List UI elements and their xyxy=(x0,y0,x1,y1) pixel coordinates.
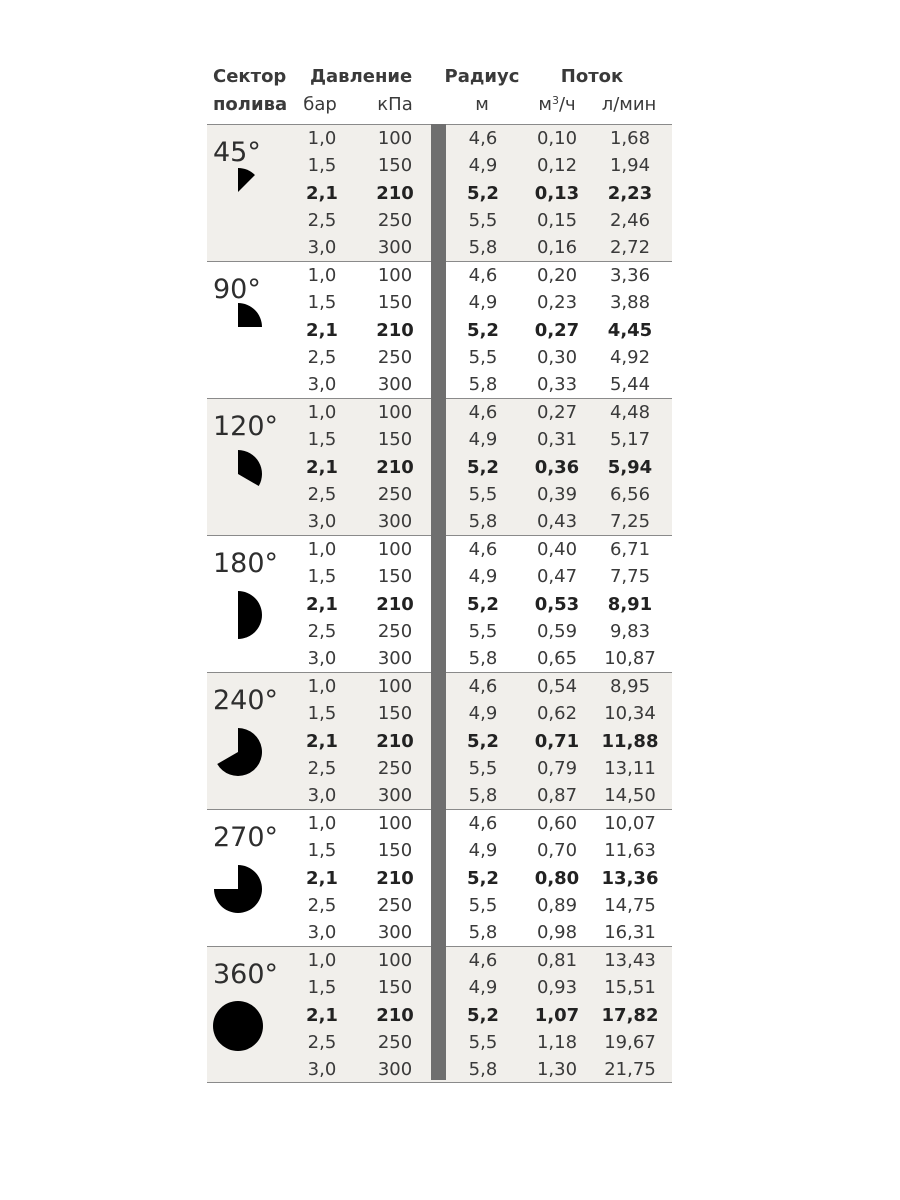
cell-m3h: 0,89 xyxy=(536,894,578,916)
table-row xyxy=(0,371,900,398)
cell-kpa: 210 xyxy=(376,456,414,478)
cell-lmin: 11,63 xyxy=(604,840,656,862)
table-row xyxy=(0,892,900,919)
cell-lmin: 14,75 xyxy=(604,894,656,916)
cell-lmin: 15,51 xyxy=(604,977,656,999)
table-bottom-line xyxy=(207,1082,672,1083)
cell-bar: 2,5 xyxy=(307,209,337,231)
cell-kpa: 150 xyxy=(377,840,413,862)
table-row xyxy=(0,344,900,371)
cell-bar: 1,5 xyxy=(307,155,337,177)
cell-kpa: 250 xyxy=(377,620,413,642)
table-row xyxy=(0,481,900,508)
cell-kpa: 100 xyxy=(377,950,413,971)
cell-bar: 2,5 xyxy=(307,620,337,642)
cell-bar: 2,1 xyxy=(306,593,338,615)
cell-lmin: 10,07 xyxy=(604,813,656,834)
cell-lmin: 4,92 xyxy=(609,346,651,368)
cell-kpa: 300 xyxy=(377,237,413,259)
cell-m3h: 0,39 xyxy=(536,483,578,505)
cell-bar: 3,0 xyxy=(307,511,337,533)
table-row xyxy=(0,782,900,809)
cell-radius: 4,9 xyxy=(468,429,498,451)
cell-m3h: 0,40 xyxy=(536,539,578,560)
cell-radius: 5,2 xyxy=(467,593,499,615)
cell-radius: 5,5 xyxy=(468,757,498,779)
cell-kpa: 210 xyxy=(376,593,414,615)
cell-kpa: 210 xyxy=(376,319,414,341)
table-row xyxy=(0,837,900,864)
table-row xyxy=(0,207,900,234)
cell-radius: 4,6 xyxy=(468,265,498,286)
cell-kpa: 150 xyxy=(377,977,413,999)
table-row xyxy=(0,426,900,453)
table-row xyxy=(0,1002,900,1029)
cell-lmin: 2,72 xyxy=(609,237,651,259)
cell-kpa: 250 xyxy=(377,1031,413,1053)
sector-angle-label: 120° xyxy=(213,411,279,442)
cell-m3h: 0,79 xyxy=(536,757,578,779)
table-row xyxy=(0,536,900,563)
cell-radius: 5,5 xyxy=(468,1031,498,1053)
cell-lmin: 9,83 xyxy=(609,620,651,642)
cell-kpa: 150 xyxy=(377,703,413,725)
cell-radius: 4,6 xyxy=(468,402,498,423)
table-row xyxy=(0,508,900,535)
table-row xyxy=(0,865,900,892)
cell-radius: 5,2 xyxy=(467,1004,499,1026)
cell-m3h: 0,54 xyxy=(536,676,578,697)
header-pressure: Давление xyxy=(310,66,413,87)
cell-kpa: 300 xyxy=(377,648,413,670)
table-row xyxy=(0,152,900,179)
cell-lmin: 3,88 xyxy=(609,292,651,314)
cell-kpa: 250 xyxy=(377,894,413,916)
cell-lmin: 10,34 xyxy=(604,703,656,725)
cell-bar: 2,1 xyxy=(306,456,338,478)
table-row xyxy=(0,180,900,207)
cell-m3h: 0,53 xyxy=(534,593,580,615)
cell-kpa: 210 xyxy=(376,182,414,204)
cell-kpa: 100 xyxy=(377,539,413,560)
cell-radius: 5,8 xyxy=(468,374,498,396)
cell-lmin: 4,45 xyxy=(607,319,653,341)
table-row xyxy=(0,125,900,152)
header-sector-line2: полива xyxy=(213,94,288,115)
cell-m3h: 0,80 xyxy=(534,867,580,889)
table-row xyxy=(0,947,900,974)
table-row xyxy=(0,645,900,672)
cell-bar: 2,5 xyxy=(307,1031,337,1053)
cell-radius: 5,2 xyxy=(467,319,499,341)
cell-lmin: 13,43 xyxy=(604,950,656,971)
cell-radius: 4,6 xyxy=(468,950,498,971)
cell-bar: 3,0 xyxy=(307,785,337,807)
cell-radius: 5,2 xyxy=(467,867,499,889)
cell-bar: 1,5 xyxy=(307,292,337,314)
cell-radius: 5,8 xyxy=(468,785,498,807)
table-row xyxy=(0,755,900,782)
cell-lmin: 11,88 xyxy=(601,730,659,752)
cell-lmin: 5,17 xyxy=(609,429,651,451)
cell-lmin: 2,23 xyxy=(607,182,653,204)
sector-angle-label: 270° xyxy=(213,822,279,853)
column-divider-bar xyxy=(431,124,446,1080)
cell-bar: 2,1 xyxy=(306,182,338,204)
cell-bar: 3,0 xyxy=(307,1059,337,1081)
cell-bar: 1,5 xyxy=(307,977,337,999)
cell-bar: 1,0 xyxy=(307,539,337,560)
cell-radius: 5,8 xyxy=(468,648,498,670)
cell-m3h: 1,18 xyxy=(536,1031,578,1053)
cell-m3h: 0,30 xyxy=(536,346,578,368)
header-m3h xyxy=(538,94,575,116)
table-row xyxy=(0,317,900,344)
cell-lmin: 13,11 xyxy=(604,757,656,779)
cell-m3h: 0,15 xyxy=(536,209,578,231)
table-row xyxy=(0,618,900,645)
cell-bar: 1,0 xyxy=(307,813,337,834)
cell-kpa: 150 xyxy=(377,566,413,588)
sector-angle-label: 360° xyxy=(213,959,279,990)
cell-lmin: 21,75 xyxy=(604,1059,656,1081)
cell-m3h: 0,65 xyxy=(536,648,578,670)
cell-m3h: 0,59 xyxy=(536,620,578,642)
cell-radius: 4,9 xyxy=(468,703,498,725)
cell-kpa: 300 xyxy=(377,785,413,807)
cell-m3h: 1,07 xyxy=(534,1004,580,1026)
cell-kpa: 150 xyxy=(377,155,413,177)
cell-m3h: 0,43 xyxy=(536,511,578,533)
cell-lmin: 7,25 xyxy=(609,511,651,533)
cell-kpa: 210 xyxy=(376,730,414,752)
cell-kpa: 250 xyxy=(377,346,413,368)
cell-radius: 4,9 xyxy=(468,155,498,177)
cell-kpa: 210 xyxy=(376,867,414,889)
cell-m3h: 0,20 xyxy=(536,265,578,286)
cell-radius: 4,9 xyxy=(468,566,498,588)
cell-bar: 1,0 xyxy=(307,950,337,971)
cell-bar: 1,0 xyxy=(307,676,337,697)
cell-bar: 2,1 xyxy=(306,730,338,752)
cell-radius: 5,5 xyxy=(468,346,498,368)
cell-m3h: 0,71 xyxy=(534,730,580,752)
table-row xyxy=(0,700,900,727)
cell-m3h: 0,98 xyxy=(536,922,578,944)
cell-radius: 5,5 xyxy=(468,620,498,642)
sector-angle-label: 240° xyxy=(213,685,279,716)
table-row xyxy=(0,919,900,946)
cell-bar: 1,0 xyxy=(307,128,337,149)
cell-bar: 1,0 xyxy=(307,402,337,423)
cell-radius: 4,9 xyxy=(468,977,498,999)
table-row xyxy=(0,399,900,426)
cell-radius: 5,8 xyxy=(468,511,498,533)
cell-bar: 2,1 xyxy=(306,319,338,341)
cell-m3h: 0,60 xyxy=(536,813,578,834)
cell-lmin: 7,75 xyxy=(609,566,651,588)
table-row xyxy=(0,810,900,837)
cell-m3h: 0,13 xyxy=(534,182,580,204)
header-sector-line1: Сектор xyxy=(213,66,287,87)
cell-lmin: 6,56 xyxy=(609,483,651,505)
cell-m3h: 0,27 xyxy=(536,402,578,423)
cell-lmin: 8,91 xyxy=(607,593,653,615)
cell-m3h: 0,93 xyxy=(536,977,578,999)
cell-radius: 5,2 xyxy=(467,182,499,204)
table-row xyxy=(0,728,900,755)
cell-radius: 5,8 xyxy=(468,1059,498,1081)
cell-kpa: 100 xyxy=(377,402,413,423)
table-row xyxy=(0,454,900,481)
cell-bar: 1,0 xyxy=(307,265,337,286)
cell-radius: 5,5 xyxy=(468,209,498,231)
table-row xyxy=(0,673,900,700)
cell-m3h: 0,10 xyxy=(536,128,578,149)
table-row xyxy=(0,1056,900,1083)
table-row xyxy=(0,1029,900,1056)
cell-m3h: 0,33 xyxy=(536,374,578,396)
cell-bar: 2,1 xyxy=(306,867,338,889)
cell-radius: 5,8 xyxy=(468,922,498,944)
cell-bar: 3,0 xyxy=(307,237,337,259)
cell-lmin: 13,36 xyxy=(601,867,659,889)
cell-bar: 3,0 xyxy=(307,648,337,670)
cell-radius: 5,8 xyxy=(468,237,498,259)
header-m3h-base: м xyxy=(538,94,552,115)
cell-m3h: 0,36 xyxy=(534,456,580,478)
cell-lmin: 6,71 xyxy=(609,539,651,560)
cell-radius: 4,9 xyxy=(468,840,498,862)
cell-kpa: 100 xyxy=(377,265,413,286)
header-flow: Поток xyxy=(560,66,624,87)
cell-m3h: 0,31 xyxy=(536,429,578,451)
cell-m3h: 0,23 xyxy=(536,292,578,314)
cell-lmin: 10,87 xyxy=(604,648,656,670)
cell-bar: 1,5 xyxy=(307,429,337,451)
cell-radius: 5,5 xyxy=(468,894,498,916)
table-row xyxy=(0,289,900,316)
cell-m3h: 0,70 xyxy=(536,840,578,862)
table-row xyxy=(0,234,900,261)
cell-radius: 5,5 xyxy=(468,483,498,505)
cell-bar: 2,5 xyxy=(307,483,337,505)
header-radius: Радиус xyxy=(444,66,520,87)
cell-kpa: 210 xyxy=(376,1004,414,1026)
cell-bar: 2,5 xyxy=(307,346,337,368)
header-kpa: кПа xyxy=(377,94,413,115)
table-row xyxy=(0,974,900,1001)
cell-kpa: 250 xyxy=(377,483,413,505)
header-lmin: л/мин xyxy=(601,94,657,115)
cell-kpa: 150 xyxy=(377,429,413,451)
sector-angle-label: 90° xyxy=(213,274,261,305)
cell-kpa: 300 xyxy=(377,1059,413,1081)
cell-lmin: 16,31 xyxy=(604,922,656,944)
cell-kpa: 250 xyxy=(377,757,413,779)
cell-lmin: 4,48 xyxy=(609,402,651,423)
cell-kpa: 100 xyxy=(377,813,413,834)
sector-angle-label: 45° xyxy=(213,137,261,168)
header-m3h-suffix: /ч xyxy=(558,94,576,115)
cell-bar: 1,5 xyxy=(307,703,337,725)
cell-m3h: 0,27 xyxy=(534,319,580,341)
cell-lmin: 2,46 xyxy=(609,209,651,231)
header-m3h-exp: 3 xyxy=(551,94,559,107)
cell-kpa: 300 xyxy=(377,374,413,396)
cell-radius: 5,2 xyxy=(467,456,499,478)
header-radius-unit: м xyxy=(475,94,489,115)
sector-angle-label: 180° xyxy=(213,548,279,579)
cell-m3h: 0,81 xyxy=(536,950,578,971)
cell-m3h: 1,30 xyxy=(536,1059,578,1081)
cell-lmin: 3,36 xyxy=(609,265,651,286)
cell-lmin: 1,68 xyxy=(609,128,651,149)
cell-radius: 5,2 xyxy=(467,730,499,752)
cell-kpa: 100 xyxy=(377,676,413,697)
cell-m3h: 0,47 xyxy=(536,566,578,588)
header-bar: бар xyxy=(303,94,337,115)
cell-m3h: 0,12 xyxy=(536,155,578,177)
cell-lmin: 8,95 xyxy=(609,676,651,697)
cell-kpa: 100 xyxy=(377,128,413,149)
cell-bar: 3,0 xyxy=(307,922,337,944)
cell-kpa: 300 xyxy=(377,511,413,533)
table-row xyxy=(0,591,900,618)
cell-kpa: 250 xyxy=(377,209,413,231)
cell-kpa: 300 xyxy=(377,922,413,944)
cell-radius: 4,6 xyxy=(468,539,498,560)
cell-bar: 2,5 xyxy=(307,894,337,916)
cell-radius: 4,9 xyxy=(468,292,498,314)
table-row xyxy=(0,262,900,289)
cell-radius: 4,6 xyxy=(468,128,498,149)
cell-radius: 4,6 xyxy=(468,676,498,697)
cell-m3h: 0,87 xyxy=(536,785,578,807)
cell-lmin: 19,67 xyxy=(604,1031,656,1053)
cell-lmin: 14,50 xyxy=(604,785,656,807)
cell-kpa: 150 xyxy=(377,292,413,314)
cell-lmin: 17,82 xyxy=(601,1004,659,1026)
cell-bar: 3,0 xyxy=(307,374,337,396)
cell-bar: 1,5 xyxy=(307,566,337,588)
cell-radius: 4,6 xyxy=(468,813,498,834)
table-row xyxy=(0,563,900,590)
cell-lmin: 1,94 xyxy=(609,155,651,177)
cell-lmin: 5,44 xyxy=(609,374,651,396)
cell-m3h: 0,16 xyxy=(536,237,578,259)
cell-bar: 2,1 xyxy=(306,1004,338,1026)
cell-bar: 2,5 xyxy=(307,757,337,779)
cell-bar: 1,5 xyxy=(307,840,337,862)
cell-m3h: 0,62 xyxy=(536,703,578,725)
cell-lmin: 5,94 xyxy=(607,456,653,478)
